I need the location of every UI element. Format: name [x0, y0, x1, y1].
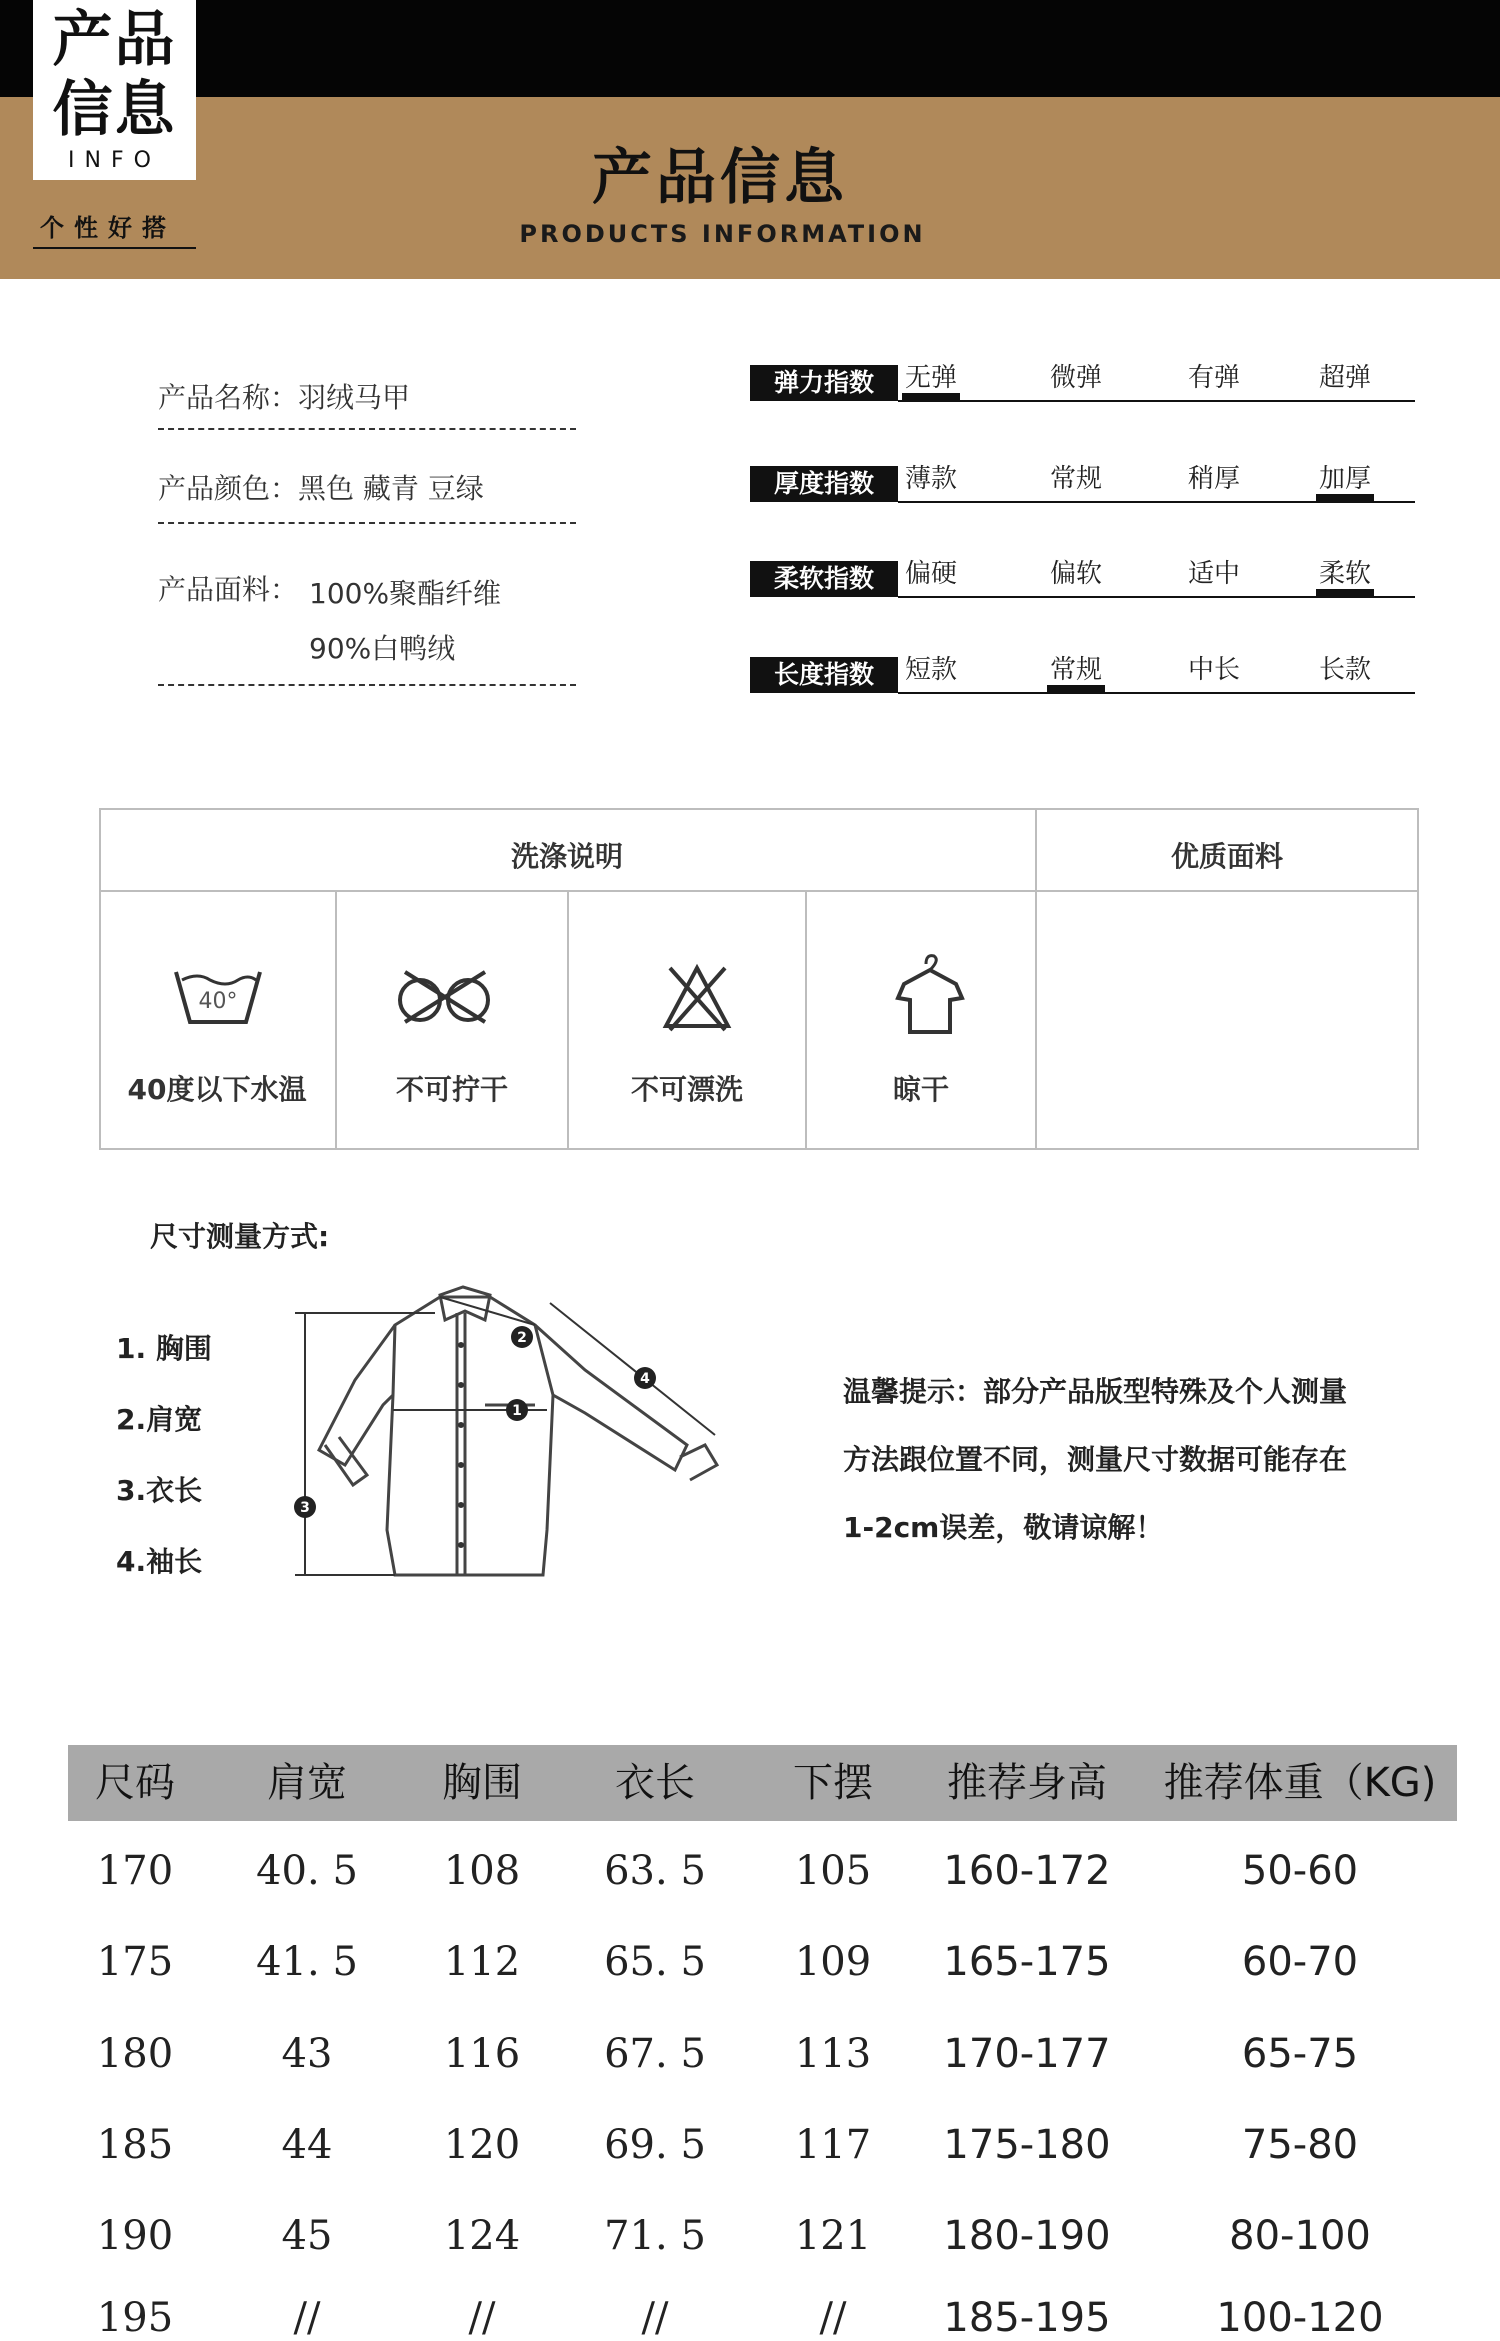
tip-line: 方法跟位置不同，测量尺寸数据可能存在: [843, 1443, 1348, 1476]
quality-title: 优质面料: [1170, 840, 1283, 873]
index-option: 中长: [1187, 655, 1240, 685]
size-table-cell: 41. 5: [256, 1939, 358, 1985]
logo-tagline: 个性好搭: [40, 214, 176, 242]
index-label: 长度指数: [750, 657, 898, 693]
index-label: 弹力指数: [750, 365, 898, 401]
index-option: 超弹: [1318, 363, 1371, 393]
index-label: 柔软指数: [750, 561, 898, 597]
index-selected-mark: [902, 393, 960, 402]
product-colors: 产品颜色：黑色 藏青 豆绿: [158, 472, 484, 505]
size-table-cell: 65. 5: [604, 1939, 706, 1985]
size-table-cell: //: [819, 2295, 847, 2341]
wash-label: 晾干: [892, 1073, 949, 1106]
product-fabric-line1: 100%聚酯纤维: [309, 577, 502, 610]
hang-dry-icon: [890, 950, 970, 1040]
index-line: [898, 400, 1415, 402]
size-table-cell: 175: [96, 1939, 174, 1985]
wash-label: 40度以下水温: [127, 1073, 307, 1106]
measure-item: 4.袖长: [116, 1545, 203, 1578]
size-table-cell: 170-177: [943, 2031, 1111, 2077]
index-option: 常规: [1049, 655, 1102, 685]
svg-text:4: 4: [640, 1371, 650, 1387]
index-selected-mark: [1316, 589, 1374, 598]
measure-title: 尺寸测量方式:: [150, 1220, 330, 1253]
product-fabric-line2: 90%白鸭绒: [309, 632, 456, 665]
index-line: [898, 692, 1415, 694]
wash-table-divider: [335, 890, 337, 1150]
size-table-header-cell: 胸围: [442, 1760, 522, 1806]
no-wring-icon: [390, 962, 500, 1032]
page-subtitle: PRODUCTS INFORMATION: [519, 220, 926, 248]
size-table-cell: 120: [443, 2122, 521, 2168]
size-table-cell: //: [468, 2295, 496, 2341]
index-option: 稍厚: [1187, 464, 1240, 494]
product-name: 产品名称：羽绒马甲: [158, 381, 411, 414]
size-table-cell: 45: [281, 2213, 333, 2259]
index-option: 偏硬: [904, 559, 957, 589]
index-option: 长款: [1318, 655, 1371, 685]
size-table-cell: 117: [794, 2122, 872, 2168]
index-selected-mark: [1047, 685, 1105, 694]
wash-40-icon: [168, 962, 268, 1032]
size-table-cell: 100-120: [1216, 2295, 1384, 2341]
index-option: 微弹: [1049, 363, 1102, 393]
size-table-cell: //: [293, 2295, 321, 2341]
index-option: 薄款: [904, 464, 957, 494]
wash-temp-text: 40°: [198, 989, 238, 1014]
index-option: 偏软: [1049, 559, 1102, 589]
size-table-cell: 160-172: [943, 1848, 1111, 1894]
wash-table-divider: [805, 890, 807, 1150]
svg-text:3: 3: [300, 1500, 310, 1516]
size-table-cell: 112: [443, 1939, 521, 1985]
wash-title: 洗涤说明: [510, 840, 623, 873]
logo-text-2: 信息: [52, 75, 177, 145]
index-option: 有弹: [1187, 363, 1240, 393]
tip-line: 1-2cm误差，敬请谅解！: [843, 1511, 1164, 1544]
size-table-cell: 75-80: [1241, 2122, 1359, 2168]
size-table-cell: 80-100: [1229, 2213, 1371, 2259]
index-option: 适中: [1187, 559, 1240, 589]
size-table-cell: 121: [794, 2213, 872, 2259]
index-option: 柔软: [1318, 559, 1371, 589]
size-table-cell: 190: [96, 2213, 174, 2259]
size-table-cell: 124: [443, 2213, 521, 2259]
size-table-cell: 43: [281, 2031, 333, 2077]
size-table-cell: 108: [443, 1848, 521, 1894]
size-table-cell: 195: [96, 2295, 174, 2341]
wash-label: 不可拧干: [395, 1073, 508, 1106]
logo-text-1: 产品: [52, 5, 177, 75]
size-table-cell: 165-175: [943, 1939, 1111, 1985]
index-option: 无弹: [904, 363, 957, 393]
size-table-header-cell: 下摆: [793, 1760, 873, 1806]
size-table-header-cell: 衣长: [615, 1760, 695, 1806]
divider: [158, 684, 576, 686]
svg-text:2: 2: [517, 1330, 527, 1346]
size-table-cell: 116: [443, 2031, 521, 2077]
size-table-cell: 67. 5: [604, 2031, 706, 2077]
index-option: 加厚: [1318, 464, 1371, 494]
index-label: 厚度指数: [750, 466, 898, 502]
size-table-cell: 44: [281, 2122, 333, 2168]
measure-item: 1. 胸围: [116, 1332, 212, 1365]
wash-label: 不可漂洗: [630, 1073, 743, 1106]
size-table-cell: 71. 5: [604, 2213, 706, 2259]
tip-line: 温馨提示：部分产品版型特殊及个人测量: [843, 1375, 1348, 1408]
header-top-bar: [0, 0, 1500, 97]
index-option: 常规: [1049, 464, 1102, 494]
logo-sub: INFO: [68, 148, 161, 173]
size-table-cell: 63. 5: [604, 1848, 706, 1894]
size-table-cell: 69. 5: [604, 2122, 706, 2168]
size-table-cell: //: [641, 2295, 669, 2341]
shirt-diagram: [285, 1285, 735, 1600]
size-table-cell: 65-75: [1241, 2031, 1359, 2077]
size-table-cell: 185-195: [943, 2295, 1111, 2341]
product-fabric-label: 产品面料：: [158, 573, 299, 606]
size-table-header-cell: 推荐体重（KG): [1163, 1760, 1437, 1806]
index-option: 短款: [904, 655, 957, 685]
index-selected-mark: [1316, 494, 1374, 503]
size-table-cell: 60-70: [1241, 1939, 1359, 1985]
size-table-header-cell: 推荐身高: [947, 1760, 1107, 1806]
size-table-header-cell: 尺码: [95, 1760, 175, 1806]
size-table-cell: 105: [794, 1848, 872, 1894]
size-table-cell: 185: [96, 2122, 174, 2168]
size-table-cell: 40. 5: [256, 1848, 358, 1894]
size-table-cell: 170: [96, 1848, 174, 1894]
no-bleach-icon: [660, 960, 735, 1035]
size-table-cell: 50-60: [1241, 1848, 1359, 1894]
wash-table-divider: [99, 890, 1419, 892]
size-table-cell: 180-190: [943, 2213, 1111, 2259]
wash-table-divider: [567, 890, 569, 1150]
size-table-header-cell: 肩宽: [267, 1760, 347, 1806]
size-table-cell: 109: [794, 1939, 872, 1985]
divider: [158, 522, 576, 524]
size-table-cell: 180: [96, 2031, 174, 2077]
size-table-cell: 113: [794, 2031, 872, 2077]
measure-item: 3.衣长: [116, 1474, 203, 1507]
divider: [158, 428, 576, 430]
size-table-cell: 175-180: [943, 2122, 1111, 2168]
page-title: 产品信息: [592, 143, 848, 213]
svg-text:1: 1: [512, 1403, 522, 1419]
measure-item: 2.肩宽: [116, 1403, 203, 1436]
